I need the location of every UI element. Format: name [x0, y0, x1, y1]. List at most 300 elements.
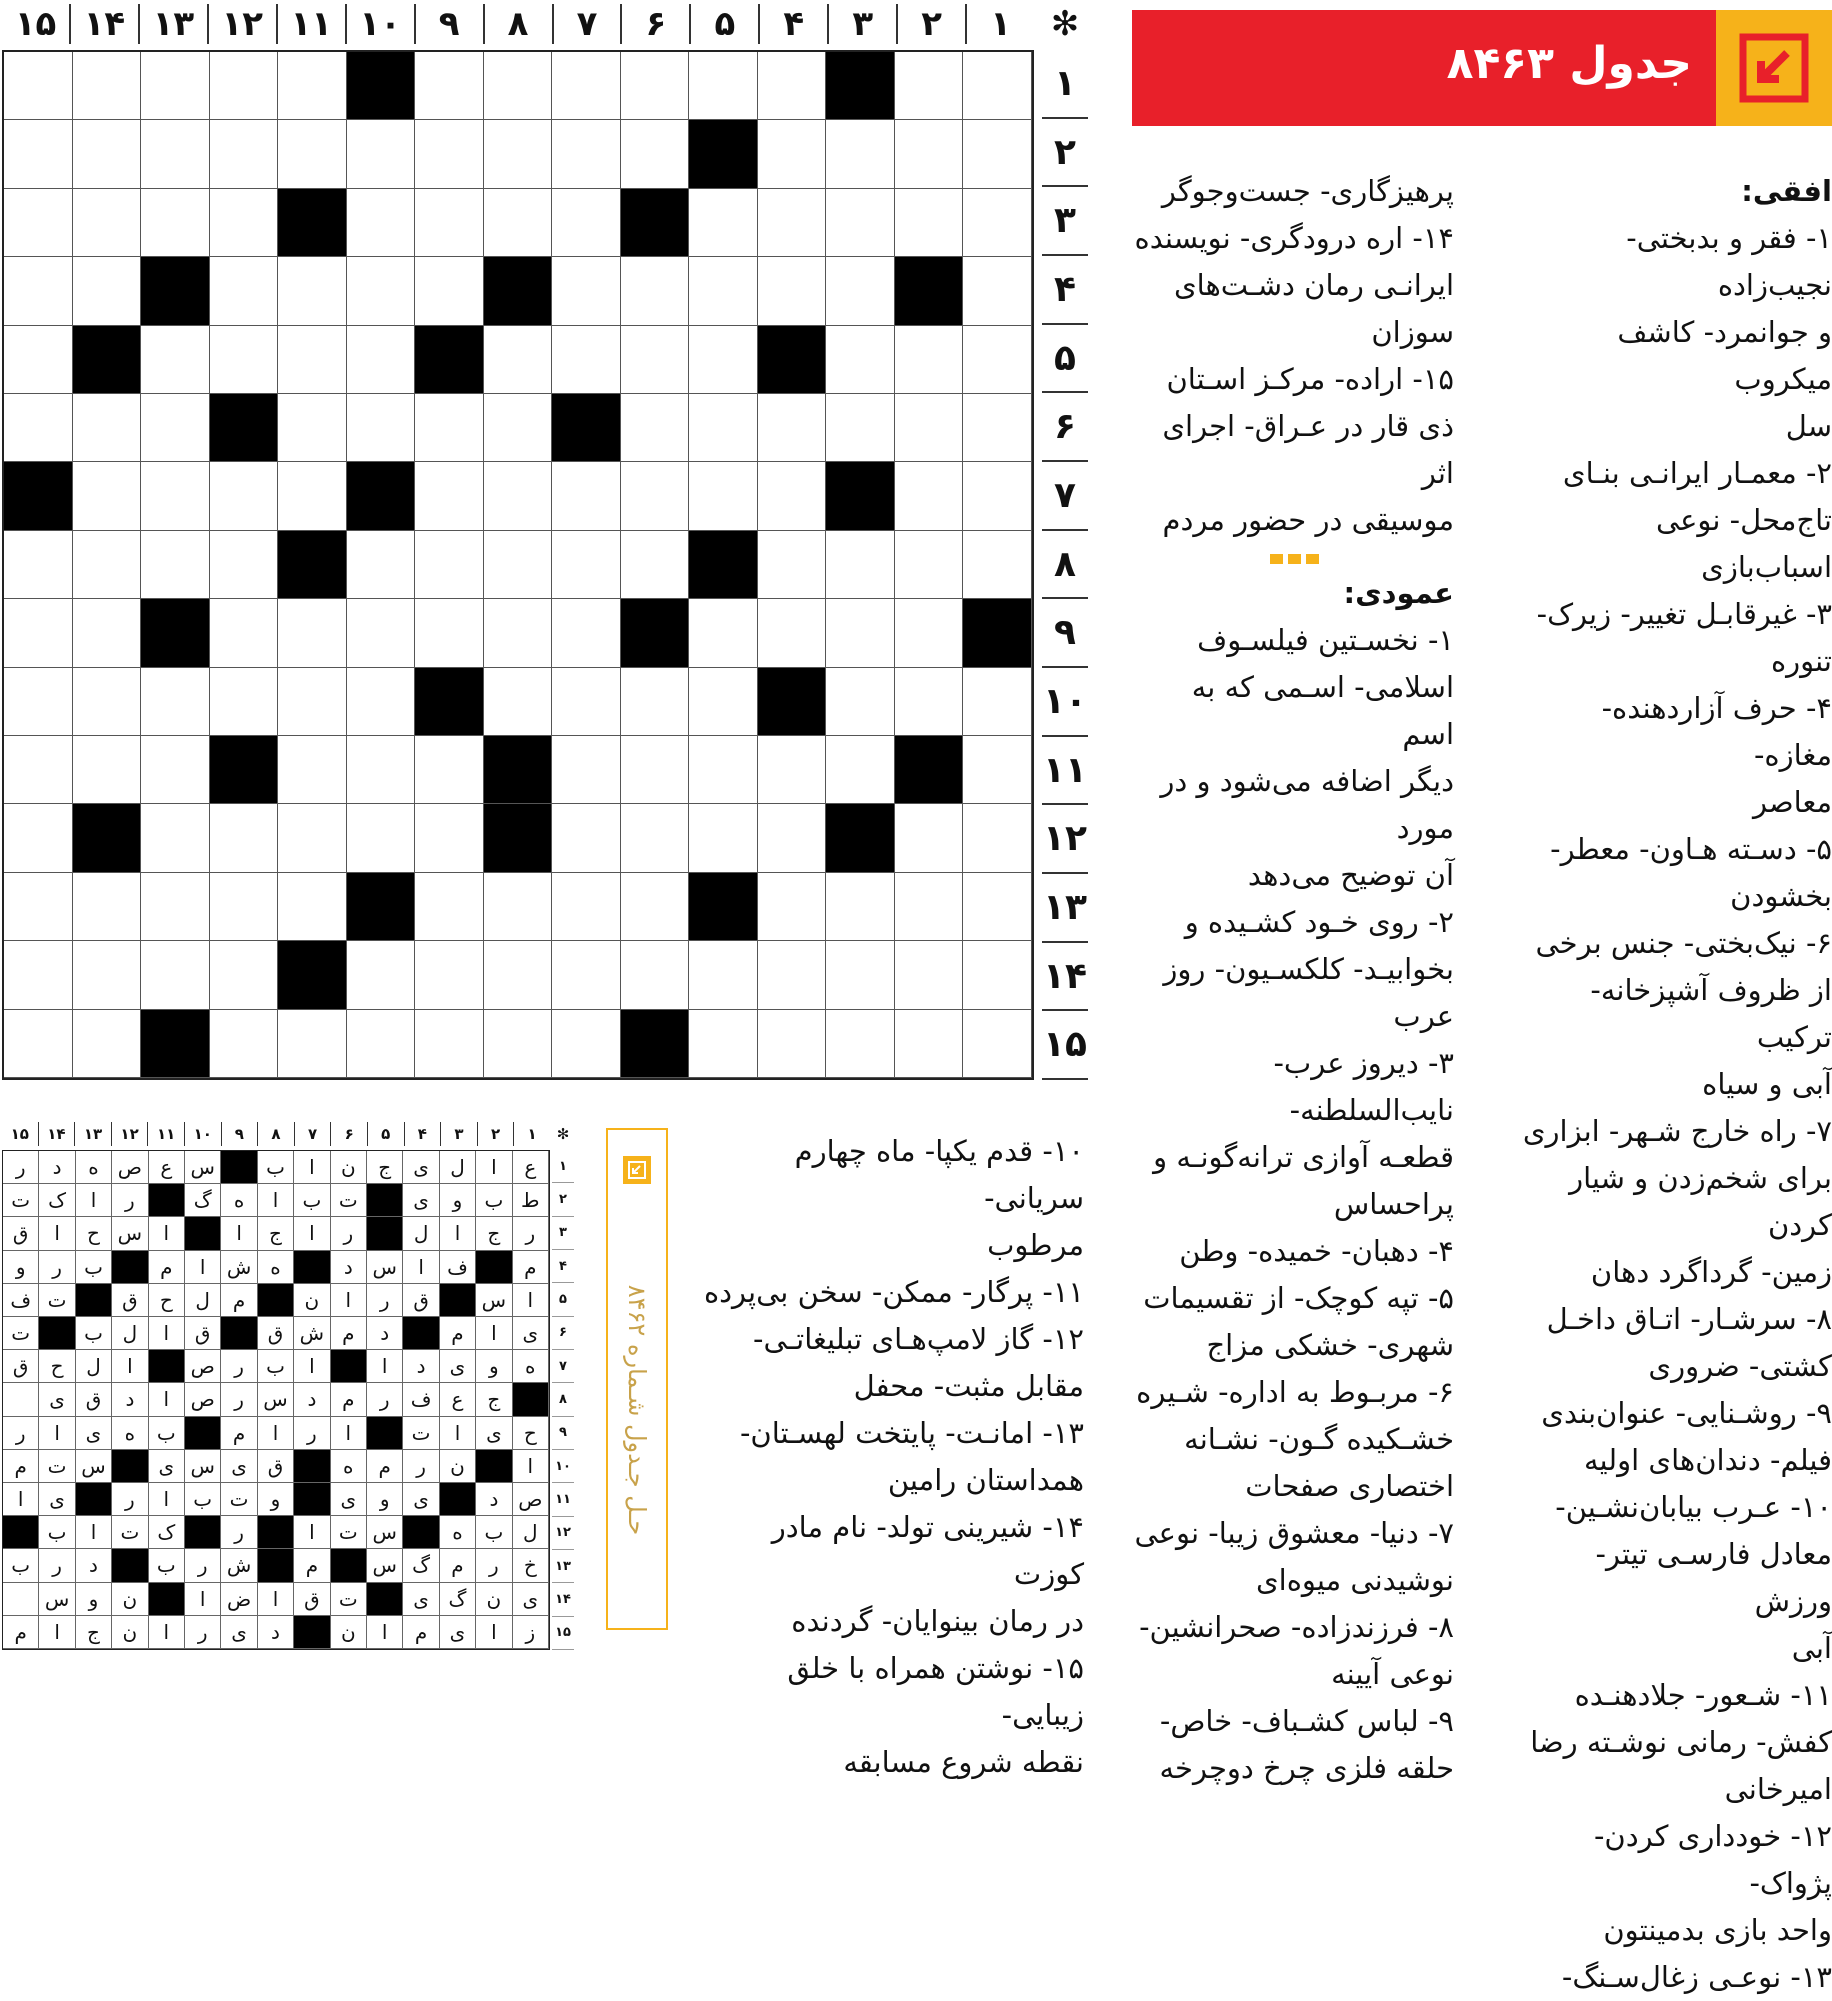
empty-cell[interactable]	[278, 394, 347, 462]
empty-cell[interactable]	[963, 257, 1032, 325]
empty-cell[interactable]	[484, 462, 553, 530]
empty-cell[interactable]	[210, 531, 279, 599]
empty-cell[interactable]	[758, 462, 827, 530]
empty-cell[interactable]	[895, 189, 964, 257]
empty-cell[interactable]	[758, 394, 827, 462]
empty-cell[interactable]	[552, 804, 621, 872]
solution-letter: ا	[39, 1217, 75, 1250]
empty-cell[interactable]	[758, 52, 827, 120]
empty-cell[interactable]	[963, 873, 1032, 941]
empty-cell[interactable]	[347, 531, 416, 599]
empty-cell[interactable]	[826, 1010, 895, 1078]
empty-cell[interactable]	[758, 257, 827, 325]
clue-line: کفش- رمانی نوشـته رضا	[1530, 1725, 1832, 1759]
solution-letter: س	[112, 1217, 148, 1250]
clue-line: ۵- تپه کوچک- از تقسیمات	[1143, 1281, 1454, 1315]
solution-corner-star: ✻	[556, 1125, 570, 1143]
empty-cell[interactable]	[689, 326, 758, 394]
arrow-logo-icon	[623, 1156, 651, 1184]
empty-cell[interactable]	[73, 120, 142, 188]
empty-cell[interactable]	[552, 873, 621, 941]
empty-cell[interactable]	[826, 941, 895, 1009]
solution-letter: ا	[39, 1616, 75, 1649]
empty-cell[interactable]	[210, 1010, 279, 1078]
empty-cell[interactable]	[278, 52, 347, 120]
solution-letter: ا	[149, 1383, 185, 1416]
solution-letter: ا	[76, 1184, 112, 1217]
empty-cell[interactable]	[141, 394, 210, 462]
empty-cell[interactable]	[484, 120, 553, 188]
empty-cell[interactable]	[141, 462, 210, 530]
empty-cell[interactable]	[895, 326, 964, 394]
empty-cell[interactable]	[210, 462, 279, 530]
empty-cell[interactable]	[895, 668, 964, 736]
empty-cell[interactable]	[210, 873, 279, 941]
empty-cell[interactable]	[895, 462, 964, 530]
empty-cell[interactable]	[895, 52, 964, 120]
empty-cell[interactable]	[141, 873, 210, 941]
empty-cell[interactable]	[963, 941, 1032, 1009]
empty-cell[interactable]	[141, 804, 210, 872]
empty-cell[interactable]	[552, 1010, 621, 1078]
empty-cell[interactable]	[895, 941, 964, 1009]
empty-cell[interactable]	[826, 189, 895, 257]
empty-cell[interactable]	[210, 52, 279, 120]
empty-cell[interactable]	[73, 941, 142, 1009]
empty-cell[interactable]	[826, 326, 895, 394]
solution-letter: ا	[476, 1151, 512, 1184]
solution-letter: ا	[331, 1417, 367, 1450]
empty-cell[interactable]	[689, 257, 758, 325]
empty-cell[interactable]	[758, 1010, 827, 1078]
empty-cell[interactable]	[621, 462, 690, 530]
empty-cell[interactable]	[73, 257, 142, 325]
empty-cell[interactable]	[826, 873, 895, 941]
solution-letter: س	[39, 1583, 75, 1616]
empty-cell[interactable]	[347, 189, 416, 257]
clue-line: ۹- روشـنایی- عنوان‌بندی	[1541, 1396, 1832, 1430]
empty-cell[interactable]	[758, 736, 827, 804]
solution-letter: و	[440, 1184, 476, 1217]
solution-letter: ر	[513, 1217, 549, 1250]
solution-letter: ی	[513, 1583, 549, 1616]
empty-cell[interactable]	[689, 462, 758, 530]
black-cell	[278, 531, 347, 599]
empty-cell[interactable]	[347, 668, 416, 736]
empty-cell[interactable]	[141, 736, 210, 804]
empty-cell[interactable]	[621, 52, 690, 120]
solution-letter: ب	[149, 1417, 185, 1450]
empty-cell[interactable]	[963, 120, 1032, 188]
solution-letter: ا	[513, 1284, 549, 1317]
empty-cell[interactable]	[415, 873, 484, 941]
empty-cell[interactable]	[4, 599, 73, 667]
clue-line: و جوانمرد- کاشف میکروب	[1617, 315, 1832, 396]
empty-cell[interactable]	[963, 189, 1032, 257]
empty-cell[interactable]	[963, 531, 1032, 599]
empty-cell[interactable]	[210, 326, 279, 394]
empty-cell[interactable]	[141, 189, 210, 257]
empty-cell[interactable]	[73, 394, 142, 462]
solution-letter: م	[403, 1616, 439, 1649]
solution-letter: ح	[513, 1417, 549, 1450]
empty-cell[interactable]	[758, 120, 827, 188]
solution-letter: م	[294, 1549, 330, 1582]
empty-cell[interactable]	[895, 1010, 964, 1078]
empty-cell[interactable]	[484, 1010, 553, 1078]
empty-cell[interactable]	[210, 257, 279, 325]
solution-letter: ق	[3, 1350, 39, 1383]
empty-cell[interactable]	[73, 599, 142, 667]
solution-letter: ر	[221, 1350, 257, 1383]
solution-letter: ا	[149, 1483, 185, 1516]
empty-cell[interactable]	[210, 189, 279, 257]
empty-cell[interactable]	[4, 326, 73, 394]
black-cell	[185, 1516, 221, 1549]
empty-cell[interactable]	[484, 531, 553, 599]
black-cell	[552, 394, 621, 462]
row-number: ۲	[552, 1183, 574, 1216]
clue-line: ۲- معمـار ایرانـی بنـای	[1562, 456, 1832, 490]
empty-cell[interactable]	[552, 52, 621, 120]
empty-cell[interactable]	[758, 599, 827, 667]
empty-cell[interactable]	[826, 394, 895, 462]
empty-cell[interactable]	[4, 189, 73, 257]
empty-cell[interactable]	[758, 189, 827, 257]
black-cell	[149, 1350, 185, 1383]
empty-cell[interactable]	[4, 257, 73, 325]
empty-cell[interactable]	[484, 326, 553, 394]
empty-cell[interactable]	[73, 1010, 142, 1078]
solution-letter: ر	[39, 1251, 75, 1284]
empty-cell[interactable]	[689, 941, 758, 1009]
empty-cell[interactable]	[347, 804, 416, 872]
empty-cell[interactable]	[963, 52, 1032, 120]
empty-cell[interactable]	[552, 189, 621, 257]
empty-cell[interactable]	[552, 941, 621, 1009]
column-number: ۳	[440, 1122, 477, 1146]
empty-cell[interactable]	[415, 531, 484, 599]
empty-cell[interactable]	[552, 736, 621, 804]
clue-line: امیرخانی	[1724, 1772, 1832, 1806]
black-cell	[621, 599, 690, 667]
empty-cell[interactable]	[621, 531, 690, 599]
empty-cell[interactable]	[484, 189, 553, 257]
empty-cell[interactable]	[4, 531, 73, 599]
solution-letter: ر	[221, 1516, 257, 1549]
black-cell	[484, 736, 553, 804]
black-cell	[689, 120, 758, 188]
row-number: ۴	[552, 1250, 574, 1283]
clue-line: ۱۱- شـعور- جلادهنـده	[1574, 1678, 1832, 1712]
solution-letter: ج	[76, 1616, 112, 1649]
row-number: ۸	[1042, 531, 1088, 600]
empty-cell[interactable]	[278, 873, 347, 941]
empty-cell[interactable]	[4, 120, 73, 188]
empty-cell[interactable]	[415, 599, 484, 667]
empty-cell[interactable]	[484, 599, 553, 667]
empty-cell[interactable]	[415, 941, 484, 1009]
empty-cell[interactable]	[4, 873, 73, 941]
clue-line: معاصر	[1753, 785, 1832, 819]
clue-line: آن توضیح می‌دهد	[1247, 858, 1454, 892]
solution-letter: م	[513, 1251, 549, 1284]
black-cell	[76, 1284, 112, 1317]
solution-letter: ت	[112, 1516, 148, 1549]
solution-letter: ر	[3, 1417, 39, 1450]
empty-cell[interactable]	[621, 804, 690, 872]
empty-cell[interactable]	[689, 394, 758, 462]
empty-cell[interactable]	[4, 394, 73, 462]
empty-cell[interactable]	[963, 736, 1032, 804]
empty-cell[interactable]	[278, 326, 347, 394]
empty-cell[interactable]	[552, 531, 621, 599]
solution-letter: و	[3, 1251, 39, 1284]
solution-letter: ا	[403, 1251, 439, 1284]
solution-letter: ر	[39, 1549, 75, 1582]
empty-cell[interactable]	[347, 1010, 416, 1078]
row-number: ۲	[1042, 119, 1088, 188]
solution-letter: ی	[403, 1483, 439, 1516]
empty-cell[interactable]	[621, 873, 690, 941]
empty-cell[interactable]	[621, 668, 690, 736]
black-cell	[210, 394, 279, 462]
empty-cell[interactable]	[415, 120, 484, 188]
empty-cell[interactable]	[347, 120, 416, 188]
solution-letter: ی	[39, 1383, 75, 1416]
empty-cell[interactable]	[141, 941, 210, 1009]
solution-letter: ا	[221, 1217, 257, 1250]
clue-line: زمین- گرداگرد دهان	[1590, 1255, 1832, 1289]
clue-line: سل	[1785, 409, 1832, 443]
black-cell	[963, 599, 1032, 667]
empty-cell[interactable]	[758, 531, 827, 599]
empty-cell[interactable]	[689, 1010, 758, 1078]
solution-letter: ع	[149, 1151, 185, 1184]
empty-cell[interactable]	[141, 531, 210, 599]
empty-cell[interactable]	[73, 531, 142, 599]
solution-letter: ه	[513, 1350, 549, 1383]
empty-cell[interactable]	[210, 599, 279, 667]
empty-cell[interactable]	[4, 804, 73, 872]
black-cell	[294, 1483, 330, 1516]
empty-cell[interactable]	[895, 599, 964, 667]
column-number: ۲	[896, 4, 965, 44]
empty-cell[interactable]	[415, 804, 484, 872]
empty-cell[interactable]	[552, 599, 621, 667]
solution-letter: ق	[185, 1317, 221, 1350]
empty-cell[interactable]	[278, 599, 347, 667]
clue-line: بخوابیـد- کلکسـیون- روز	[1163, 952, 1454, 986]
black-cell	[149, 1583, 185, 1616]
solution-letter: ع	[513, 1151, 549, 1184]
empty-cell[interactable]	[415, 394, 484, 462]
empty-cell[interactable]	[73, 668, 142, 736]
empty-cell[interactable]	[689, 189, 758, 257]
empty-cell[interactable]	[4, 941, 73, 1009]
empty-cell[interactable]	[278, 257, 347, 325]
empty-cell[interactable]	[895, 873, 964, 941]
empty-cell[interactable]	[415, 189, 484, 257]
empty-cell[interactable]	[758, 941, 827, 1009]
empty-cell[interactable]	[963, 326, 1032, 394]
empty-cell[interactable]	[895, 804, 964, 872]
empty-cell[interactable]	[73, 189, 142, 257]
empty-cell[interactable]	[141, 120, 210, 188]
column-number: ۴	[758, 4, 827, 44]
empty-cell[interactable]	[552, 668, 621, 736]
empty-cell[interactable]	[278, 668, 347, 736]
black-cell	[3, 1516, 39, 1549]
clue-line: تنوره	[1770, 644, 1832, 678]
empty-cell[interactable]	[484, 394, 553, 462]
empty-cell[interactable]	[826, 257, 895, 325]
empty-cell[interactable]	[552, 257, 621, 325]
column-number: ۱۵	[10, 1125, 29, 1143]
solution-letter: ب	[149, 1549, 185, 1582]
empty-cell[interactable]	[415, 1010, 484, 1078]
solution-letter: س	[185, 1450, 221, 1483]
empty-cell[interactable]	[826, 736, 895, 804]
solution-letter: ه	[331, 1450, 367, 1483]
empty-cell[interactable]	[347, 599, 416, 667]
empty-cell[interactable]	[963, 462, 1032, 530]
solution-letter: ف	[440, 1251, 476, 1284]
clue-line: مرطوب	[987, 1228, 1084, 1262]
empty-cell[interactable]	[963, 1010, 1032, 1078]
column-number: ۱۴	[38, 1122, 75, 1146]
empty-cell[interactable]	[210, 804, 279, 872]
empty-cell[interactable]	[621, 736, 690, 804]
black-cell	[621, 189, 690, 257]
solution-letter: ی	[440, 1616, 476, 1649]
empty-cell[interactable]	[689, 599, 758, 667]
empty-cell[interactable]	[278, 120, 347, 188]
empty-cell[interactable]	[73, 736, 142, 804]
solution-letter: د	[331, 1251, 367, 1284]
empty-cell[interactable]	[347, 326, 416, 394]
empty-cell[interactable]	[826, 120, 895, 188]
empty-cell[interactable]	[621, 326, 690, 394]
empty-cell[interactable]	[689, 736, 758, 804]
empty-cell[interactable]	[73, 462, 142, 530]
empty-cell[interactable]	[621, 120, 690, 188]
main-grid-column-numbers	[2, 4, 1034, 44]
solution-letter: م	[331, 1317, 367, 1350]
empty-cell[interactable]	[484, 873, 553, 941]
empty-cell[interactable]	[484, 52, 553, 120]
empty-cell[interactable]	[141, 52, 210, 120]
solution-letter: م	[221, 1284, 257, 1317]
empty-cell[interactable]	[4, 668, 73, 736]
solution-letter: س	[476, 1284, 512, 1317]
empty-cell[interactable]	[141, 668, 210, 736]
empty-cell[interactable]	[278, 804, 347, 872]
empty-cell[interactable]	[689, 52, 758, 120]
empty-cell[interactable]	[689, 668, 758, 736]
empty-cell[interactable]	[621, 941, 690, 1009]
black-cell	[73, 804, 142, 872]
empty-cell[interactable]	[347, 394, 416, 462]
solution-letter: ق	[76, 1383, 112, 1416]
empty-cell[interactable]	[621, 257, 690, 325]
black-cell	[826, 52, 895, 120]
empty-cell[interactable]	[826, 668, 895, 736]
clue-heading: افقی:	[1741, 174, 1832, 208]
empty-cell[interactable]	[963, 668, 1032, 736]
empty-cell[interactable]	[895, 394, 964, 462]
empty-cell[interactable]	[415, 462, 484, 530]
black-cell	[4, 462, 73, 530]
empty-cell[interactable]	[963, 394, 1032, 462]
empty-cell[interactable]	[4, 52, 73, 120]
empty-cell[interactable]	[415, 736, 484, 804]
empty-cell[interactable]	[895, 531, 964, 599]
solution-letter: ر	[3, 1151, 39, 1184]
empty-cell[interactable]	[415, 52, 484, 120]
empty-cell[interactable]	[210, 668, 279, 736]
empty-cell[interactable]	[758, 873, 827, 941]
empty-cell[interactable]	[895, 120, 964, 188]
solution-letter: ی	[149, 1450, 185, 1483]
black-cell	[294, 1450, 330, 1483]
empty-cell[interactable]	[552, 120, 621, 188]
solution-letter: ا	[294, 1350, 330, 1383]
black-cell	[221, 1317, 257, 1350]
empty-cell[interactable]	[552, 326, 621, 394]
empty-cell[interactable]	[552, 462, 621, 530]
empty-cell[interactable]	[826, 599, 895, 667]
empty-cell[interactable]	[347, 736, 416, 804]
clue-line: اسلامی- اسـمی که به اسم	[1191, 670, 1454, 751]
column-number: ۷	[294, 1122, 331, 1146]
empty-cell[interactable]	[826, 531, 895, 599]
clue-line: موسیقی در حضور مردم	[1162, 503, 1454, 537]
solution-letter: ل	[403, 1217, 439, 1250]
empty-cell[interactable]	[4, 1010, 73, 1078]
arrow-logo-icon	[1716, 10, 1832, 126]
empty-cell[interactable]	[210, 120, 279, 188]
solution-letter: م	[331, 1383, 367, 1416]
empty-cell[interactable]	[4, 736, 73, 804]
empty-cell[interactable]	[141, 326, 210, 394]
empty-cell[interactable]	[278, 1010, 347, 1078]
solution-letter: ب	[76, 1317, 112, 1350]
empty-cell[interactable]	[347, 257, 416, 325]
empty-cell[interactable]	[73, 873, 142, 941]
solution-letter: ی	[331, 1483, 367, 1516]
black-cell	[39, 1317, 75, 1350]
empty-cell[interactable]	[278, 736, 347, 804]
empty-cell[interactable]	[484, 668, 553, 736]
empty-cell[interactable]	[415, 257, 484, 325]
solution-letter: ب	[185, 1483, 221, 1516]
crossword-grid	[2, 50, 1034, 1080]
empty-cell[interactable]	[347, 941, 416, 1009]
solution-letter: س	[367, 1251, 403, 1284]
empty-cell[interactable]	[758, 804, 827, 872]
empty-cell[interactable]	[621, 394, 690, 462]
empty-cell[interactable]	[210, 941, 279, 1009]
empty-cell[interactable]	[963, 804, 1032, 872]
empty-cell[interactable]	[689, 804, 758, 872]
clue-line: عرب	[1393, 999, 1454, 1033]
clue-line: خشـکیده گـون- نشـانه	[1184, 1422, 1454, 1456]
empty-cell[interactable]	[484, 941, 553, 1009]
empty-cell[interactable]	[73, 52, 142, 120]
empty-cell[interactable]	[278, 462, 347, 530]
clue-line: ایرانـی رمان دشـت‌های	[1173, 268, 1454, 302]
